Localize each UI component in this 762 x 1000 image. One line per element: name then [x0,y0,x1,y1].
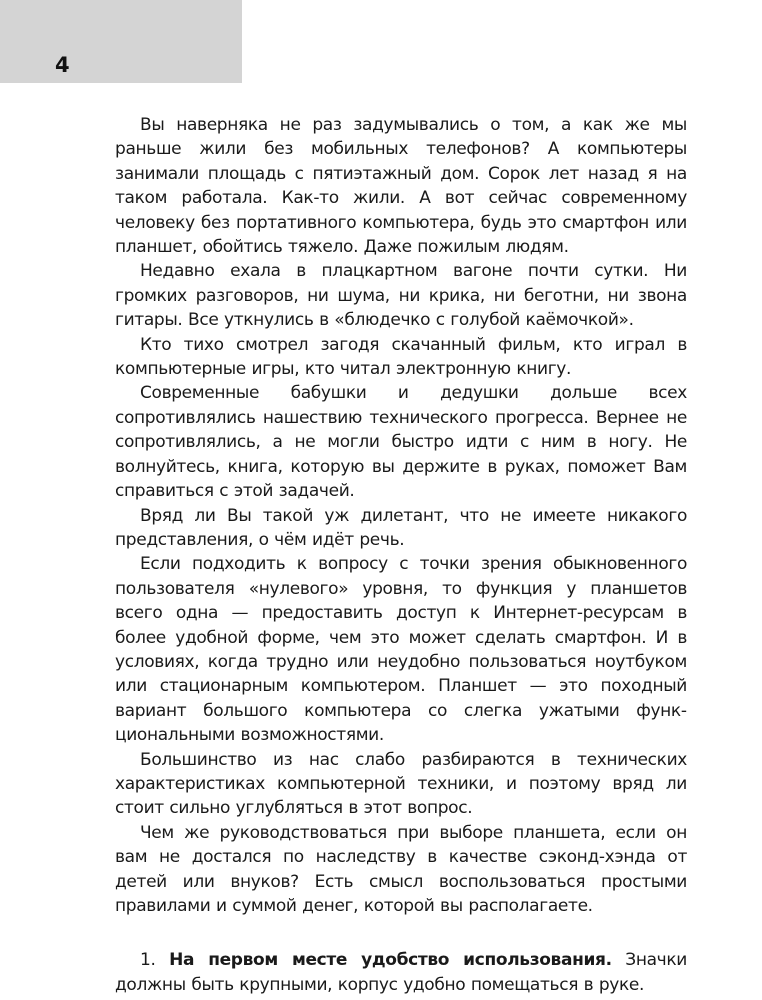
paragraph: Современные бабушки и дедушки дольше всех сопротивлялись нашествию технического прогресса. Вернее не сопротивлялись, а не могли быстро идти с ним в ногу. Не волнуйтесь, книга, которую вы держите в руках, поможет Вам справиться с этой задачей. [115,383,687,502]
page-number-tab [0,0,242,83]
list-marker: 1. [140,950,156,971]
list-item-text: Значки должны быть крупными, корпус удобно помещаться в руке. [115,950,687,995]
body-text [115,113,687,997]
list-item-heading: На первом месте удобство использования. [169,950,612,971]
paragraph: Вы наверняка не раз задумывались о том, а как же мы раньше жили без мобильных телефонов? А компьютеры занимали площадь с пятиэтажный дом. Сорок лет назад я на таком работала. Как-то жили. А вот сейчас современному человеку без портативного компьютера, будь это смартфон или планшет, обойтись тяжело. Даже пожилым людям. [115,115,687,258]
paragraph: Кто тихо смотрел загодя скачанный фильм, кто играл в компьютерные игры, кто читал электронную книгу. [115,334,687,380]
paragraph: Если подходить к вопросу с точки зрения обыкновенного пользователя «нулевого» уровня, то функция у планшетов всего одна — предоставить доступ к Интернет-ресурсам в более удобной форме, чем это может сделать смартфон. И в условиях, когда трудно или неудобно пользоваться ноутбуком или стационарным компьютером. Планшет — это походный вариант большого компьютера со слегка ужатыми функциональными возможностями. [115,554,687,746]
numbered-list-item [115,948,687,997]
paragraph: Большинство из нас слабо разбираются в технических характеристиках компьютерной техники, и поэтому вряд ли стоит сильно углубляться в этот вопрос. [115,749,687,819]
paragraph: Чем же руководствоваться при выборе планшета, если он вам не достался по наследству в качестве сэконд-хэнда от детей или внуков? Есть смысл воспользоваться простыми правилами и суммой денег, которой вы располагаете. [115,822,687,916]
paragraph: Вряд ли Вы такой уж дилетант, что не имеете никакого представления, о чём идёт речь. [115,505,687,550]
page-number: 4 [55,53,70,77]
paragraph: Недавно ехала в плацкартном вагоне почти сутки. Ни громких разговоров, ни шума, ни крика, ни беготни, ни звона гитары. Все уткнулись в «блюдечко с голубой каёмочкой». [115,261,687,331]
